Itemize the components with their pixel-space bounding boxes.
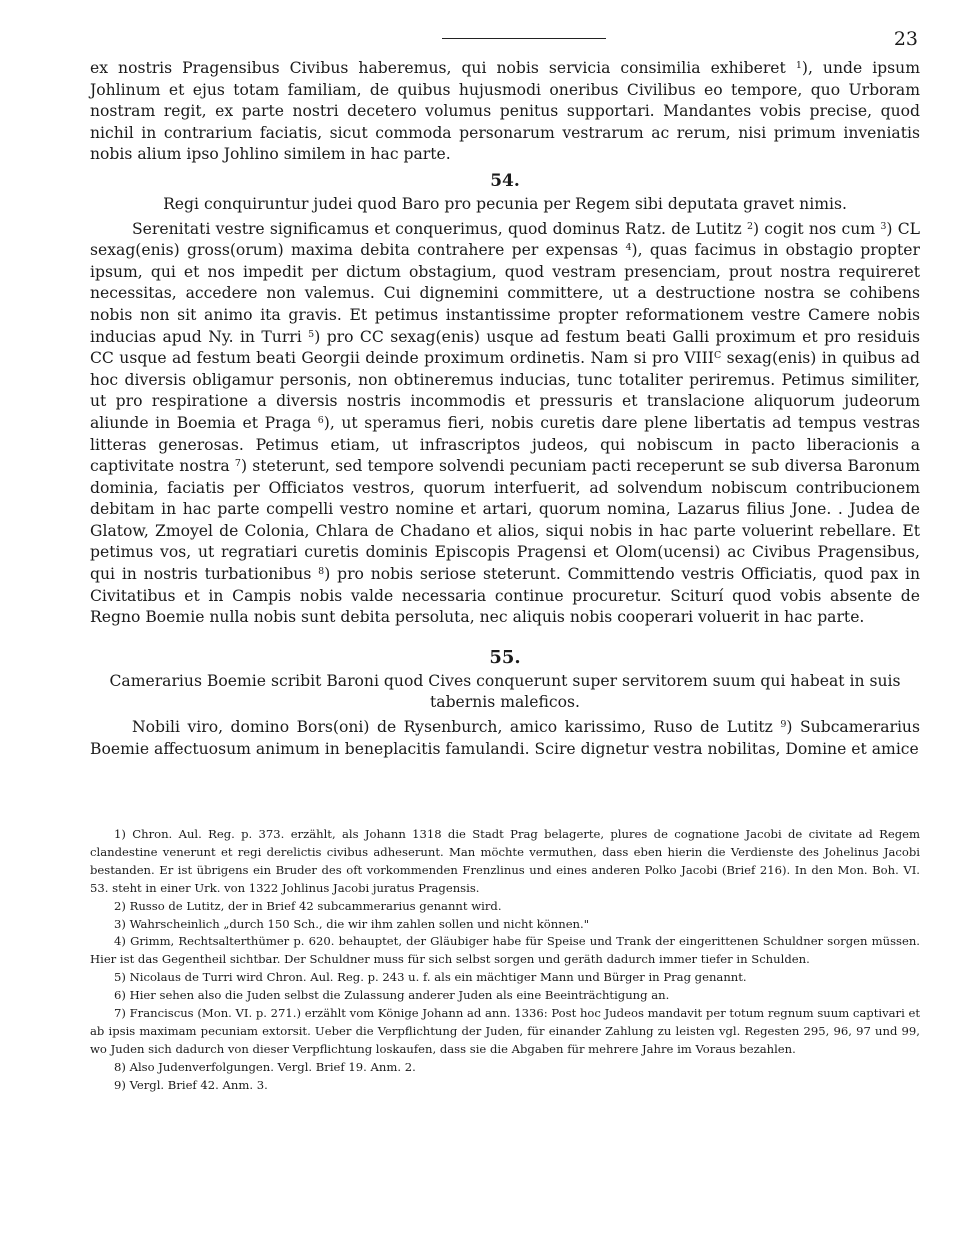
footnote: 3) Wahrscheinlich „durch 150 Sch., die wir ihm zahlen sollen und nicht können." bbox=[114, 916, 590, 931]
letter-heading-55: Camerarius Boemie scribit Baroni quod Cives conquerunt super servitorem suum qui habeat in suis tabernis maleficos. bbox=[109, 671, 901, 712]
footnote: 1) Chron. Aul. Reg. p. 373. erzählt, als Johann 1318 die Stadt Prag belagerte, plures de cognatione Jacobi de civitate ad Regem clandestine venerunt et regi derelictis civibus adheserunt. Man möchte vermuthen, dass eben hierin die Verdienste des Johelinus Jacobi bestanden. Er ist übrigens ein Bruder des oft vorkommenden Frenzlinus und eines anderen Polko Jacobi (Brief 216). In den Mon. Boh. VI. 53. steht in einer Urk. von 1322 Johlinus Jacobi juratus Pragensis. bbox=[90, 827, 920, 895]
superscript-c: C bbox=[713, 350, 722, 362]
letter-number-54: 54. bbox=[490, 170, 520, 191]
letter-heading-54: Regi conquiruntur judei quod Baro pro pecunia per Regem sibi deputata gravet nimis. bbox=[163, 194, 847, 213]
footnote-ref: 8 bbox=[318, 566, 325, 578]
footnote: 8) Also Judenverfolgungen. Vergl. Brief 19. Anm. 2. bbox=[114, 1059, 416, 1074]
footnote: 6) Hier sehen also die Juden selbst die Zulassung anderer Juden als eine Beeinträchtigung an. bbox=[114, 988, 670, 1003]
footnote: 7) Franciscus (Mon. VI. p. 271.) erzählt vom Könige Johann ad ann. 1336: Post hoc Judeos mandavit per totum regnum suum captivari et ab ipsis maximam pecuniam extorsit. Ueber die Verpflichtung der Juden, für einander Zahlung zu leisten vgl. Regesten 295, 96, 97 und 99, wo Juden sich dadurch von dieser Verpflichtung loskaufen, dass sie die Abgaben für mehrere Jahre im Voraus bezahlen. bbox=[90, 1006, 921, 1056]
footnote-ref: 3 bbox=[880, 220, 887, 232]
letter-number-55: 55. bbox=[489, 646, 521, 668]
footnote-ref: 6 bbox=[317, 414, 324, 426]
footnote: 4) Grimm, Rechtsalterthümer p. 620. behauptet, der Gläubiger habe für Speise und Trank der eingerittenen Schuldner sorgen müssen. Hier ist das Gegentheil sichtbar. Der Schuldner muss für sich selbst sorgen und geräth dadurch immer tiefer in Schulden. bbox=[90, 934, 920, 967]
footnote-ref: 1 bbox=[795, 60, 802, 71]
footnote: 2) Russo de Lutitz, der in Brief 42 subcammerarius genannt wird. bbox=[114, 898, 502, 913]
header-rule bbox=[442, 38, 606, 39]
page-number: 23 bbox=[893, 28, 918, 50]
footnote: 5) Nicolaus de Turri wird Chron. Aul. Reg. p. 243 u. f. als ein mächtiger Mann und Bürger in Prag genannt. bbox=[114, 970, 747, 985]
footnotes bbox=[90, 826, 920, 1095]
footnote-ref: 4 bbox=[625, 242, 632, 254]
letter-body-54: Serenitati vestre significamus et conquerimus, quod dominus Ratz. de Lutitz $^2$) cogit nos cum $^3$) CL sexag(enis) gross(orum) maxima debita contrahere per expensas $^4$), quas facimus in obstagio propter ipsum, qui et nos impedit per dictum obstagium, quod vestram presenciam, prout nostra requireret necessitas, accedere non valemus. Cui dignemini committere, ut a destructione nostra se cohibens nobis non sit animo ita gravis. Et petimus instantissime propter reformationem vestre Camere nobis inducias apud Ny. in Turri $^5$) pro CC sexag(enis) usque ad festum beati Galli proximum et pro residuis CC usque ad festum beati Georgii deinde proximum ordinetis. Nam si pro $VIII^C$ sexag(enis) in quibus ad hoc diversis obligamur personis, non obtineremus inducias, tunc totaliter periremus. Petimus similiter, ut pro respiratione a diversis nostris incommodis et pressuris et translacione aliquorum judeorum aliunde in Boemia et Praga $^6$), ut speramus fieri, nobis curetis dare plene libertatis ad tempus vestras litteras generosas. Petimus etiam, ut infrascriptos judeos, qui nobiscum in pacto liberacionis a captivitate nostra $^7$) steterunt, sed tempore solvendi pecuniam pacti receperunt se sub diversa Baronum dominia, faciatis per Officiatos vestros, quorum interfuerit, ad solvendum nobiscum contribucionem debitam in hac parte compelli vestro nomine et artari, quorum nomina, Lazarus filius Jone. . Judea de Glatow, Zmoyel de Colonia, Chlara de Chadano et alios, siqui nobis in hac parte voluerint rebellare. Et petimus vos, ut regratiari curetis dominis Episcopis Pragensi et Olom(ucensi) ac Civibus Pragensibus, qui in nostris turbationibus $^8$) pro nobis seriose steterunt. Committendo vestris Officiatis, quod pax in Civitatibus et in Campis nobis valde necessaria continue procuretur. Sciturí quod vobis absente de Regno Boemie nulla nobis sunt debita persoluta, nec aliquis nobis cooperari voluerit in hac parte. bbox=[90, 219, 921, 627]
letter-body-55: Nobili viro, domino Bors(oni) de Rysenburch, amico karissimo, Ruso de Lutitz $^9$) Subcamerarius Boemie affectuosum animum in beneplacitis famulandi. Scire dignetur vestra nobilitas, Domine et amice bbox=[90, 718, 920, 758]
main-text bbox=[90, 58, 920, 760]
footnote: 9) Vergl. Brief 42. Anm. 3. bbox=[114, 1077, 268, 1092]
paragraph-continuation: ex nostris Pragensibus Civibus haberemus, qui nobis servicia consimilia exhiberet $^1$), unde ipsum Johlinum et ejus totam familiam, de quibus hujusmodi oneribus Civilibus eo tempore, quo Urboram nostram regit, ex parte nostri decetero volumus penitus supportari. Mandantes vobis precise, quod nichil in contrarium faciatis, sicut commoda personarum vestrarum ac rerum, nisi primum inveniatis nobis alium ipso Johlino similem in hac parte. bbox=[90, 59, 921, 164]
footnote-ref: 9 bbox=[780, 719, 787, 731]
footnote-ref: 2 bbox=[746, 220, 753, 232]
footnote-ref: 5 bbox=[308, 328, 315, 340]
footnote-ref: 7 bbox=[234, 458, 241, 470]
